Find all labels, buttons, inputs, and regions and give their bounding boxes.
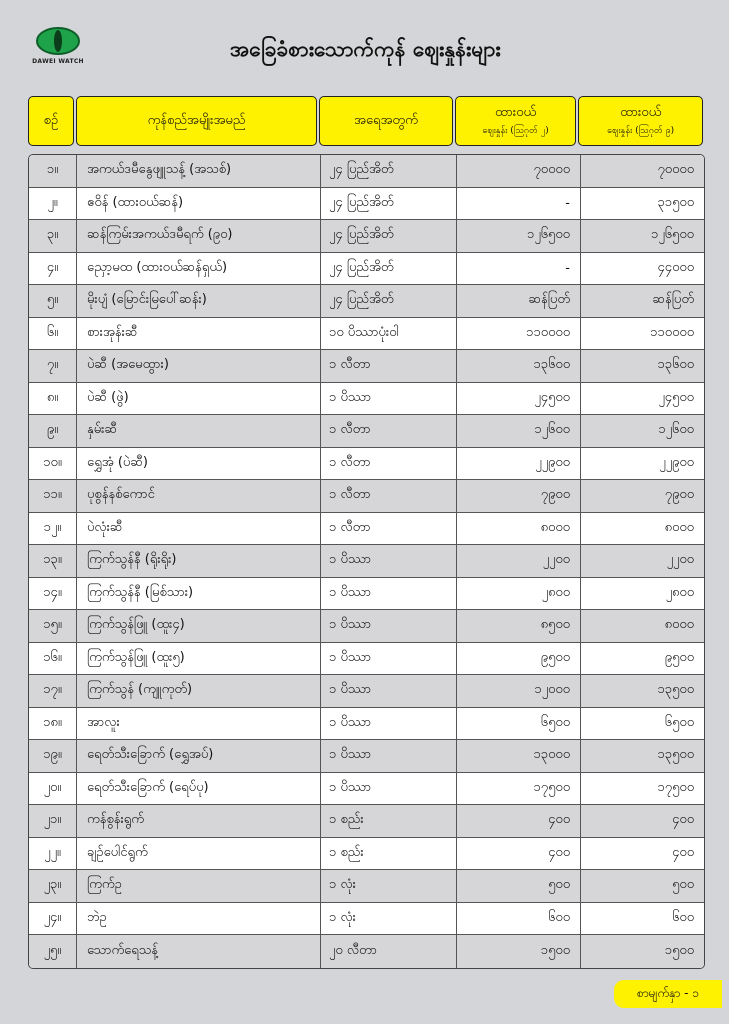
cell-p1: ၁၇၅၀၀: [457, 773, 581, 805]
cell-p1: -: [457, 188, 581, 220]
cell-no: ၁၂။: [29, 513, 77, 545]
cell-unit: ၁ ပိဿာ: [321, 740, 457, 772]
table-row: [29, 805, 704, 838]
cell-no: ၂၃။: [29, 870, 77, 902]
cell-name: ပုစွန်နစ်ကောင်: [77, 480, 321, 512]
cell-unit: ၁ စည်း: [321, 838, 457, 870]
cell-p1: ၄၀၀: [457, 838, 581, 870]
cell-p1: ၂၂၉၀၀: [457, 448, 581, 480]
cell-unit: ၁ ပိဿာ: [321, 383, 457, 415]
cell-no: ၁၉။: [29, 740, 77, 772]
cell-p1: ၁၃၆၀၀: [457, 350, 581, 382]
cell-p2: ၁၇၅၀၀: [657, 779, 694, 795]
cell-name: ပဲဆီ (ဖွဲ): [77, 383, 321, 415]
cell-p2: ၁၃၅၀၀: [657, 682, 694, 698]
cell-name: မိုးပျံ (မြောင်းမြပေါ်ဆန်း): [77, 285, 321, 317]
cell-unit: ၁ ပိဿာ: [321, 675, 457, 707]
cell-name: ကြက်သွန် (ကျူကုတ်): [77, 675, 321, 707]
header-name: [76, 96, 317, 146]
cell-p2: ၂၈၀၀: [665, 584, 694, 600]
cell-p2: ၆၅၀၀: [664, 714, 694, 730]
header-no: [28, 96, 74, 146]
cell-p1: ၁၃၀၀၀: [457, 740, 581, 772]
cell-unit: ၂၄ ပြည်အိတ်: [321, 253, 457, 285]
cell-name: နှမ်းဆီ: [77, 415, 321, 447]
cell-name: ညှော့မထ (ထားဝယ်ဆန်ရှယ်): [77, 253, 321, 285]
header-name-label: ကုန်စည်အမျိုးအမည်: [147, 112, 246, 128]
table-row: [29, 610, 704, 643]
cell-no: ၂။: [29, 188, 77, 220]
cell-no: ၂၁။: [29, 805, 77, 837]
cell-name: စားအုန်းဆီ: [77, 318, 321, 350]
cell-p2: ၁၃၆၀၀: [657, 357, 694, 373]
cell-unit: ၂၀ လီတာ: [321, 935, 457, 968]
brand-logo: [30, 26, 86, 65]
header-price1-title: ထားဝယ်: [494, 105, 537, 120]
cell-unit: ၂၄ ပြည်အိတ်: [321, 285, 457, 317]
cell-p1: ၅၀၀: [457, 870, 581, 902]
cell-unit: ၁ လုံး: [321, 903, 457, 935]
cell-p2: ၁၃၅၀၀: [657, 747, 694, 763]
cell-no: ၉။: [29, 415, 77, 447]
cell-no: ၃။: [29, 220, 77, 252]
cell-p2: ၂၄၅၀၀: [658, 389, 694, 405]
cell-p2: ၅၀၀: [672, 877, 694, 893]
cell-name: ကြက်သွန်ဖြူ (ထူး၅): [77, 643, 321, 675]
cell-name: ပဲလုံးဆီ: [77, 513, 321, 545]
green-eye-icon: [35, 26, 81, 56]
table-row: [29, 253, 704, 286]
cell-p1: ၉၅၀၀: [457, 643, 581, 675]
cell-name: ဆန်ကြမ်းအကယ်ဒမီရက် (၉၀): [77, 220, 321, 252]
cell-unit: ၁ လီတာ: [321, 513, 457, 545]
cell-no: ၂၅။: [29, 935, 77, 968]
cell-p2: ၈၀၀၀: [664, 519, 694, 535]
cell-p2: ၁၅၀၀: [664, 942, 694, 958]
cell-p2: ဆန်ပြတ်: [652, 292, 694, 308]
cell-unit: ၁ ပိဿာ: [321, 545, 457, 577]
table-row: [29, 903, 704, 936]
cell-p1: ၆၀၀: [457, 903, 581, 935]
cell-no: ၁၈။: [29, 708, 77, 740]
cell-p1: ၇၀၀၀၀: [457, 155, 581, 187]
price-table: [28, 154, 705, 969]
cell-no: ၁၄။: [29, 578, 77, 610]
cell-p1: ၄၀၀: [457, 805, 581, 837]
cell-p2: ၄၄၀၀၀: [657, 259, 694, 275]
header-no-label: စဉ်: [43, 112, 59, 128]
cell-name: ကန်စွန်းရွက်: [77, 805, 321, 837]
cell-no: ၁၇။: [29, 675, 77, 707]
table-row: [29, 415, 704, 448]
table-row: [29, 220, 704, 253]
cell-unit: ၁ ပိဿာ: [321, 610, 457, 642]
table-row: [29, 578, 704, 611]
table-row: [29, 350, 704, 383]
cell-p2: ၁၁၀၀၀၀: [650, 324, 694, 340]
cell-name: ပဲဆီ (အမေထွား): [77, 350, 321, 382]
cell-p1: ၂၄၅၀၀: [457, 383, 581, 415]
cell-no: ၁၆။: [29, 643, 77, 675]
header-price1-sub: ဈေးနှုန်း (ဩဂုတ် ၂): [482, 126, 549, 136]
cell-p2: ၁၂၆၅၀၀: [651, 227, 694, 243]
cell-p1: ၂၂၀၀: [457, 545, 581, 577]
cell-p2: ၉၅၀၀: [664, 649, 694, 665]
cell-unit: ၁၀ ပိဿာပုံးဝါ: [321, 318, 457, 350]
cell-p1: ၁၂၆၀၀: [457, 415, 581, 447]
cell-p2: ၈၀၀၀: [664, 617, 694, 633]
cell-no: ၅။: [29, 285, 77, 317]
table-row: [29, 318, 704, 351]
cell-name: ကြက်ဥ: [77, 870, 321, 902]
header-unit: [319, 96, 453, 146]
cell-p1: ၈၀၀၀: [457, 513, 581, 545]
cell-p1: ၁၂၀၀၀: [457, 675, 581, 707]
cell-no: ၁။: [29, 155, 77, 187]
cell-p2: ၇၉၀၀: [664, 487, 694, 503]
table-row: [29, 448, 704, 481]
cell-no: ၁၅။: [29, 610, 77, 642]
cell-unit: ၁ ပိဿာ: [321, 578, 457, 610]
cell-unit: ၂၄ ပြည်အိတ်: [321, 155, 457, 187]
page-number: စာမျက်နှာ - ၁: [614, 980, 722, 1008]
cell-unit: ၂၄ ပြည်အိတ်: [321, 220, 457, 252]
cell-no: ၈။: [29, 383, 77, 415]
cell-unit: ၁ ပိဿာ: [321, 643, 457, 675]
cell-p2: ၂၂၀၀: [666, 552, 694, 568]
table-row: [29, 383, 704, 416]
cell-p1: ၁၂၆၅၀၀: [457, 220, 581, 252]
cell-no: ၆။: [29, 318, 77, 350]
cell-name: ဘဲဥ: [77, 903, 321, 935]
table-row: [29, 838, 704, 871]
table-row: [29, 155, 704, 188]
cell-unit: ၁ လီတာ: [321, 448, 457, 480]
cell-p2: ၄၀၀: [672, 812, 694, 828]
cell-unit: ၁ လုံး: [321, 870, 457, 902]
cell-p1: -: [457, 253, 581, 285]
cell-no: ၂၄။: [29, 903, 77, 935]
header-price-aug9: [578, 96, 703, 146]
cell-name: ရွှေအုံ (ပဲဆီ): [77, 448, 321, 480]
table-row: [29, 935, 704, 968]
table-row: [29, 740, 704, 773]
cell-unit: ၁ ပိဿာ: [321, 773, 457, 805]
cell-name: အကယ်ဒမီနွေဖျူသန့် (အသစ်): [77, 155, 321, 187]
brand-name: DAWEI WATCH: [32, 58, 84, 65]
cell-name: သောက်ရေသန့်: [77, 935, 321, 968]
cell-name: ရေတ်သီးခြောက် (ရေပ်ပု): [77, 773, 321, 805]
table-row: [29, 545, 704, 578]
cell-p2: ၆၀၀: [672, 909, 694, 925]
cell-p2: ၂၂၉၀၀: [659, 454, 694, 470]
table-row: [29, 708, 704, 741]
cell-p1: ၂၈၀၀: [457, 578, 581, 610]
cell-unit: ၁ လီတာ: [321, 415, 457, 447]
cell-no: ၁၃။: [29, 545, 77, 577]
table-row: [29, 188, 704, 221]
cell-p1: ၆၅၀၀: [457, 708, 581, 740]
table-header: [28, 96, 703, 146]
cell-no: ၄။: [29, 253, 77, 285]
cell-name: ရေတ်သီးခြောက် (ရွှေအပ်): [77, 740, 321, 772]
header-unit-label: အရေအတွက်: [354, 112, 418, 128]
cell-no: ၂၀။: [29, 773, 77, 805]
cell-name: ကြက်သွန်ဖြူ (ထူး၄): [77, 610, 321, 642]
table-row: [29, 513, 704, 546]
cell-no: ၇။: [29, 350, 77, 382]
cell-p1: ဆန်ပြတ်: [457, 285, 581, 317]
cell-p1: ၈၅၀၀: [457, 610, 581, 642]
cell-unit: ၂၄ ပြည်အိတ်: [321, 188, 457, 220]
cell-p2: ၁၂၆၀၀: [658, 422, 694, 438]
cell-no: ၂၂။: [29, 838, 77, 870]
table-row: [29, 675, 704, 708]
table-row: [29, 285, 704, 318]
cell-no: ၁၀။: [29, 448, 77, 480]
table-row: [29, 870, 704, 903]
table-row: [29, 480, 704, 513]
cell-unit: ၁ လီတာ: [321, 350, 457, 382]
cell-unit: ၁ လီတာ: [321, 480, 457, 512]
page-title: အခြေခံစားသောက်ကုန် ဈေးနှုန်းများ: [230, 37, 501, 61]
cell-name: အာလူး: [77, 708, 321, 740]
header-price2-sub: ဈေးနှုန်း (ဩဂုတ် ၉): [607, 126, 675, 136]
cell-name: ကြက်သွန်နီ (ရိုးရိုး): [77, 545, 321, 577]
cell-name: ဧဝိန် (ထားဝယ်ဆန်): [77, 188, 321, 220]
cell-p2: ၄၀၀: [672, 844, 694, 860]
header-price2-title: ထားဝယ်: [620, 105, 662, 120]
cell-p2: ၇၀၀၀၀: [657, 162, 694, 178]
header-price-aug2: [455, 96, 577, 146]
cell-no: ၁၁။: [29, 480, 77, 512]
table-row: [29, 773, 704, 806]
cell-unit: ၁ စည်း: [321, 805, 457, 837]
cell-p1: ၇၉၀၀: [457, 480, 581, 512]
table-row: [29, 643, 704, 676]
cell-p1: ၁၅၀၀: [457, 935, 581, 968]
cell-p1: ၁၁၀၀၀၀: [457, 318, 581, 350]
cell-unit: ၁ ပိဿာ: [321, 708, 457, 740]
cell-name: ကြက်သွန်နီ (မြစ်သား): [77, 578, 321, 610]
cell-p2: ၃၁၅၀၀: [657, 194, 694, 210]
cell-name: ချဉ်ပေါင်ရွက်: [77, 838, 321, 870]
